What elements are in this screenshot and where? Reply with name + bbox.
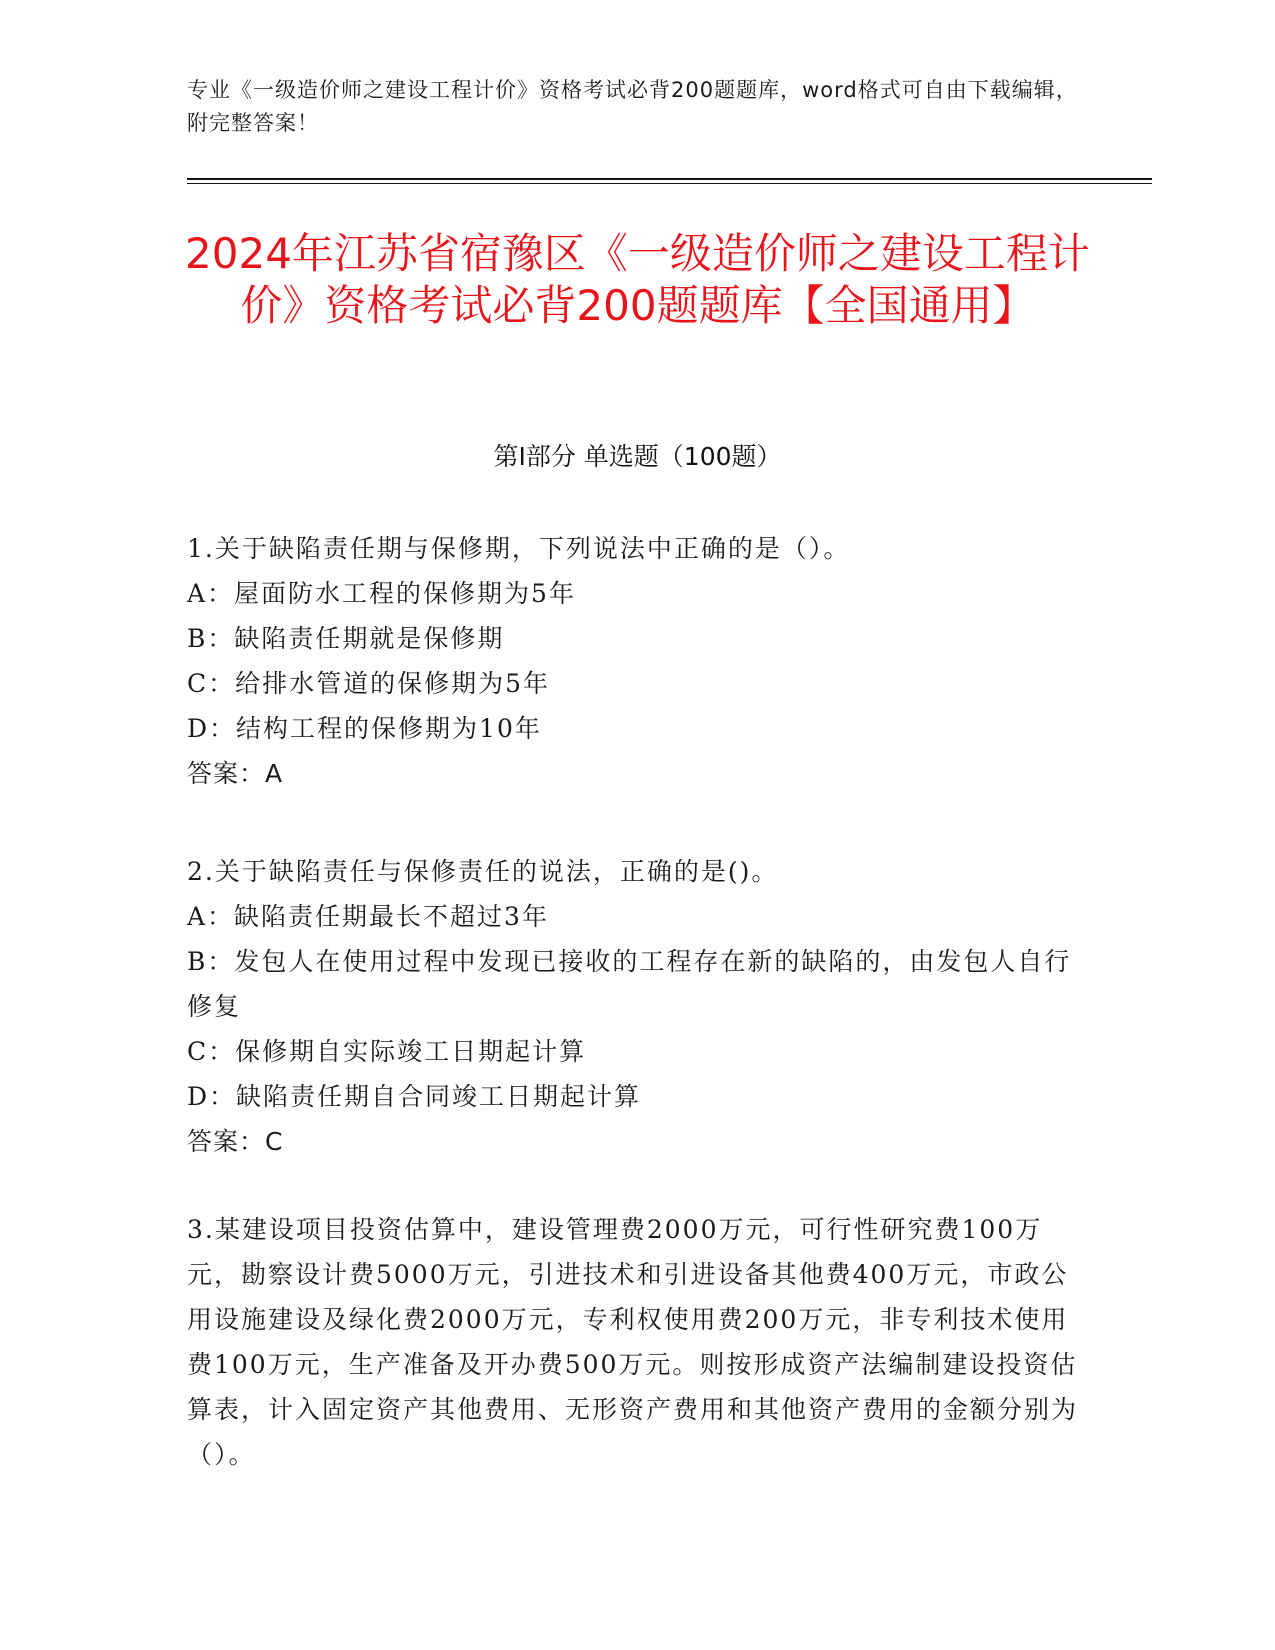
header-divider [187, 178, 1152, 180]
option-a: A：缺陷责任期最长不超过3年 [187, 902, 549, 931]
header-note: 专业《一级造价师之建设工程计价》资格考试必背200题题库，word格式可自由下载编辑，附完整答案！ [187, 78, 1078, 135]
option-c: C：保修期自实际竣工日期起计算 [187, 1037, 587, 1066]
document-title: 2024年江苏省宿豫区《一级造价师之建设工程计价》资格考试必背200题题库【全国通用】 [185, 229, 1090, 330]
header-divider-thin [187, 183, 1152, 184]
option-b: B：缺陷责任期就是保修期 [187, 624, 505, 653]
question-3 [187, 1207, 1087, 1477]
option-b: B：发包人在使用过程中发现已接收的工程存在新的缺陷的，由发包人自行修复 [187, 947, 1072, 1021]
question-stem: 3.某建设项目投资估算中，建设管理费2000万元，可行性研究费100万元，勘察设计费5000万元，引进技术和引进设备其他费400万元，市政公用设施建设及绿化费2000万元，专利权使用费200万元，非专利技术使用费100万元，生产准备及开办费500万元。则按形成资产法编制建设投资估算表，计入固定资产其他费用、无形资产费用和其他资产费用的金额分别为（）。 [187, 1215, 1079, 1469]
section-heading: 第I部分 单选题（100题） [493, 442, 782, 471]
question-stem: 1.关于缺陷责任期与保修期，下列说法中正确的是（）。 [187, 534, 851, 563]
option-c: C：给排水管道的保修期为5年 [187, 669, 551, 698]
answer: 答案：A [187, 759, 284, 788]
question-1 [187, 526, 1087, 796]
option-a: A：屋面防水工程的保修期为5年 [187, 579, 576, 608]
option-d: D：缺陷责任期自合同竣工日期起计算 [187, 1082, 642, 1111]
answer: 答案：C [187, 1127, 284, 1156]
option-d: D：结构工程的保修期为10年 [187, 714, 542, 743]
question-stem: 2.关于缺陷责任与保修责任的说法，正确的是()。 [187, 857, 779, 886]
question-2 [187, 849, 1087, 1164]
